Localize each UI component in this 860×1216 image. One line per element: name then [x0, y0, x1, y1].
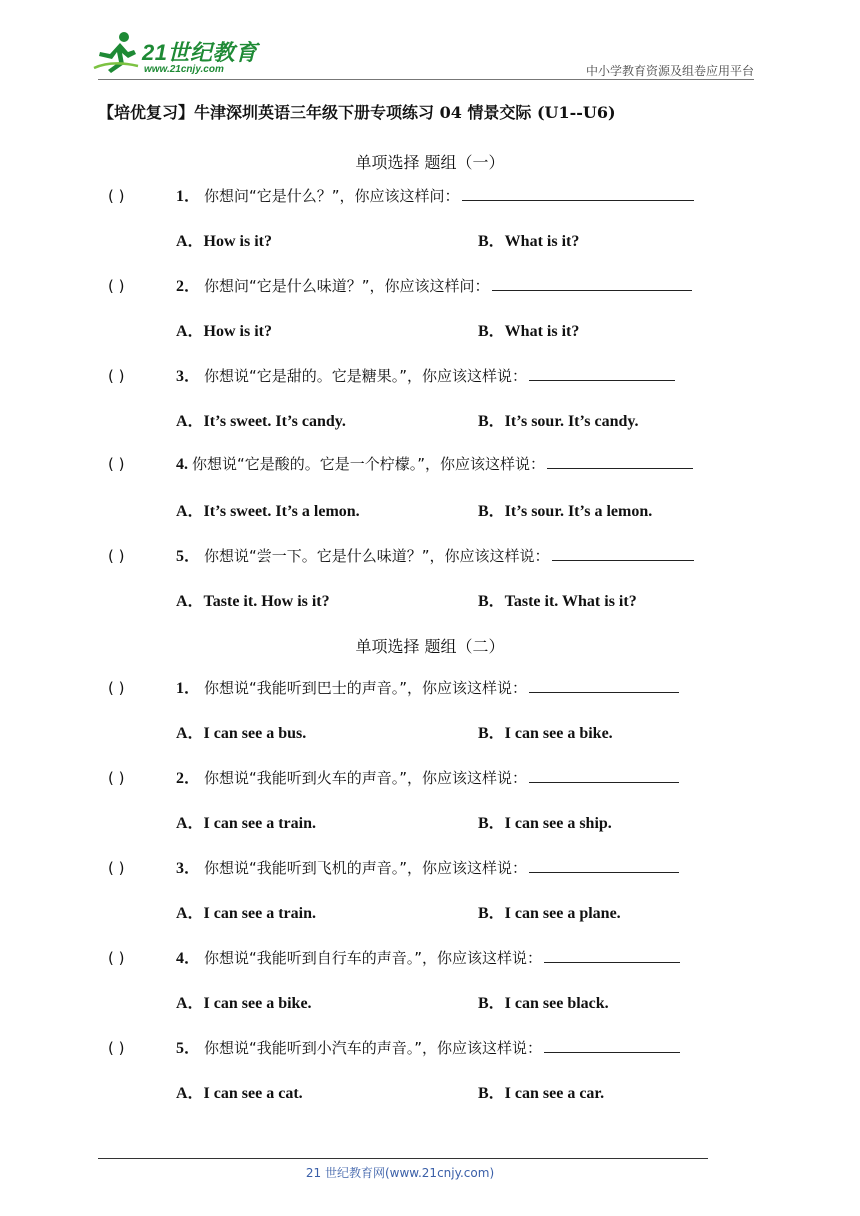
question-number: 1．: [176, 188, 201, 205]
question-text: 你想说“我能听到巴士的声音。”，你应该这样说：: [204, 679, 528, 697]
option-b[interactable]: B．It’s sour. It’s candy.: [478, 413, 639, 430]
logo-text: 21世纪教育: [142, 40, 258, 65]
option-b[interactable]: B．I can see a bike.: [478, 725, 613, 742]
option-a[interactable]: A．I can see a train.: [176, 815, 316, 832]
option-a[interactable]: A．How is it?: [176, 323, 273, 340]
answer-blank[interactable]: [544, 948, 680, 963]
question-number: 2．: [176, 278, 201, 295]
question-number: 3．: [176, 368, 201, 385]
question-row: [108, 765, 679, 788]
footer-text: 21 世纪教育网(www.21cnjy.com): [305, 1166, 495, 1180]
option-a[interactable]: A．It’s sweet. It’s a lemon.: [176, 503, 360, 520]
question-number: 5．: [176, 548, 201, 565]
question-number: 3．: [176, 860, 201, 877]
answer-blank[interactable]: [462, 186, 694, 201]
question-text: 你想说“它是酸的。它是一个柠檬。”，你应该这样说：: [192, 455, 546, 473]
footer-divider: [98, 1158, 708, 1159]
header-platform-text: 中小学教育资源及组卷应用平台: [585, 64, 754, 78]
logo-url: www.21cnjy.com: [144, 64, 224, 75]
question-row: [108, 183, 694, 206]
answer-blank[interactable]: [552, 546, 694, 561]
option-b[interactable]: B．I can see a ship.: [478, 815, 612, 832]
answer-parentheses[interactable]: ( ): [108, 455, 125, 473]
page-header: [0, 0, 860, 80]
answer-parentheses[interactable]: ( ): [108, 949, 125, 967]
option-a[interactable]: A．I can see a bike.: [176, 995, 312, 1012]
question-row: [108, 453, 693, 474]
question-row: [108, 855, 679, 878]
option-a[interactable]: A．I can see a train.: [176, 905, 316, 922]
question-text: 你想说“我能听到自行车的声音。”，你应该这样说：: [204, 949, 543, 967]
option-a[interactable]: A．I can see a bus.: [176, 725, 307, 742]
answer-parentheses[interactable]: ( ): [108, 547, 125, 565]
question-number: 1．: [176, 680, 201, 697]
question-text: 你想说“它是甜的。它是糖果。”，你应该这样说：: [204, 367, 528, 385]
question-text: 你想问“它是什么？”，你应该这样问：: [204, 187, 460, 205]
question-text: 你想问“它是什么味道？”，你应该这样问：: [204, 277, 490, 295]
question-text: 你想说“我能听到飞机的声音。”，你应该这样说：: [204, 859, 528, 877]
question-row: [108, 675, 679, 698]
answer-parentheses[interactable]: ( ): [108, 859, 125, 877]
section-heading: 单项选择 题组（二）: [355, 637, 505, 656]
question-row: [108, 543, 694, 566]
answer-blank[interactable]: [529, 678, 679, 693]
option-b[interactable]: B．What is it?: [478, 323, 580, 340]
section-heading: 单项选择 题组（一）: [355, 153, 505, 172]
answer-parentheses[interactable]: ( ): [108, 679, 125, 697]
question-number: 4．: [176, 950, 201, 967]
question-row: [108, 273, 692, 296]
answer-blank[interactable]: [544, 1038, 680, 1053]
answer-blank[interactable]: [529, 768, 679, 783]
question-number: 2．: [176, 770, 201, 787]
option-b[interactable]: B．I can see black.: [478, 995, 609, 1012]
option-a[interactable]: A．Taste it. How is it?: [176, 593, 330, 610]
option-a[interactable]: A．I can see a cat.: [176, 1085, 303, 1102]
answer-blank[interactable]: [529, 858, 679, 873]
question-number: 5．: [176, 1040, 201, 1057]
question-text: 你想说“尝一下。它是什么味道？”，你应该这样说：: [204, 547, 550, 565]
document-title: 【培优复习】牛津深圳英语三年级下册专项练习 04 情景交际 (U1--U6): [98, 103, 616, 122]
option-a[interactable]: A．How is it?: [176, 233, 273, 250]
answer-parentheses[interactable]: ( ): [108, 1039, 125, 1057]
option-b[interactable]: B．Taste it. What is it?: [478, 593, 637, 610]
option-b[interactable]: B．I can see a plane.: [478, 905, 621, 922]
option-b[interactable]: B．It’s sour. It’s a lemon.: [478, 503, 653, 520]
question-row: [108, 945, 680, 968]
question-row: [108, 1035, 680, 1058]
header-divider: [98, 79, 754, 80]
site-logo: [92, 30, 262, 80]
answer-parentheses[interactable]: ( ): [108, 367, 125, 385]
answer-parentheses[interactable]: ( ): [108, 769, 125, 787]
answer-blank[interactable]: [547, 454, 693, 469]
option-b[interactable]: B．I can see a car.: [478, 1085, 605, 1102]
answer-blank[interactable]: [529, 366, 675, 381]
question-text: 你想说“我能听到火车的声音。”，你应该这样说：: [204, 769, 528, 787]
question-row: [108, 363, 675, 386]
option-b[interactable]: B．What is it?: [478, 233, 580, 250]
runner-logo-icon: [92, 30, 140, 74]
question-number: 4.: [176, 456, 188, 473]
question-text: 你想说“我能听到小汽车的声音。”，你应该这样说：: [204, 1039, 543, 1057]
answer-parentheses[interactable]: ( ): [108, 187, 125, 205]
option-a[interactable]: A．It’s sweet. It’s candy.: [176, 413, 346, 430]
answer-parentheses[interactable]: ( ): [108, 277, 125, 295]
answer-blank[interactable]: [492, 276, 692, 291]
